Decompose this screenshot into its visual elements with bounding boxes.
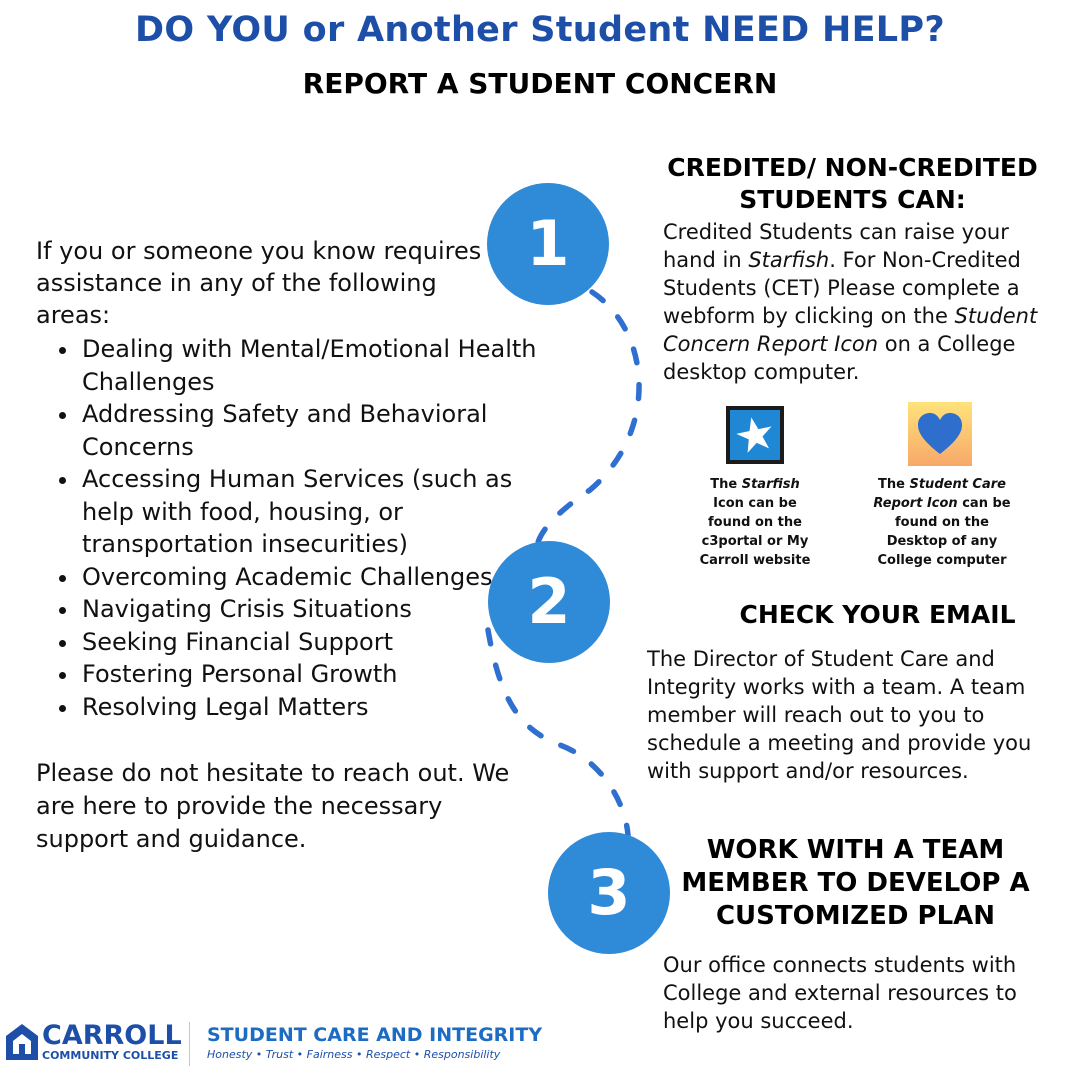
list-item: • Resolving Legal Matters — [80, 691, 560, 724]
list-item: • Addressing Safety and Behavioral Concerns — [80, 398, 560, 463]
student-care-icon-caption: The Student Care Report Icon can be found on the Desktop of any College computer — [873, 477, 1011, 568]
assistance-areas-list — [50, 333, 560, 723]
step-2-heading: CHECK YOUR EMAIL — [739, 600, 1016, 629]
logo-name: CARROLL — [42, 1020, 182, 1051]
step-3-circle: 3 — [548, 832, 670, 954]
list-item: • Seeking Financial Support — [80, 626, 560, 659]
starfish-icon — [726, 406, 784, 464]
step-2-body: The Director of Student Care and Integrity works with a team. A team member will reach out to you to schedule a meeting and provide you with support and/or resources. — [647, 647, 1032, 783]
closing-text: Please do not hesitate to reach out. We are here to provide the necessary support and guidance. — [36, 759, 510, 853]
page-title: DO YOU or Another Student NEED HELP? — [135, 10, 945, 50]
step-1-body: Credited Students can raise your hand in Starfish. For Non-Credited Students (CET) Please complete a webform by clicking on the Student Concern Report Icon on a College desktop computer. — [663, 220, 1038, 384]
department-values: Honesty • Trust • Fairness • Respect • Responsibility — [207, 1048, 501, 1061]
intro-text: If you or someone you know requires assistance in any of the following areas: — [36, 237, 482, 329]
step-1-circle: 1 — [487, 183, 609, 305]
footer-divider — [189, 1022, 190, 1066]
carroll-logo-icon — [4, 1022, 40, 1062]
step-1-heading: CREDITED/ NON-CREDITED STUDENTS CAN: — [667, 153, 1038, 214]
list-item: • Dealing with Mental/Emotional Health Challenges — [80, 333, 560, 398]
step-3-body: Our office connects students with College and external resources to help you succeed. — [663, 953, 1017, 1033]
list-item: • Navigating Crisis Situations — [80, 593, 560, 626]
page-subtitle: REPORT A STUDENT CONCERN — [302, 67, 778, 100]
list-item: • Overcoming Academic Challenges — [80, 561, 560, 594]
list-item: • Fostering Personal Growth — [80, 658, 560, 691]
heart-icon — [908, 402, 972, 466]
starfish-icon-caption: The Starfish Icon can be found on the c3portal or My Carroll website — [699, 477, 811, 568]
logo-subtitle: COMMUNITY COLLEGE — [42, 1049, 179, 1062]
step-3-heading: WORK WITH A TEAM MEMBER TO DEVELOP A CUSTOMIZED PLAN — [681, 835, 1030, 931]
list-item: • Accessing Human Services (such as help with food, housing, or transportation insecurities) — [80, 463, 560, 561]
department-name: STUDENT CARE AND INTEGRITY — [207, 1024, 543, 1046]
step-2-circle: 2 — [488, 541, 610, 663]
